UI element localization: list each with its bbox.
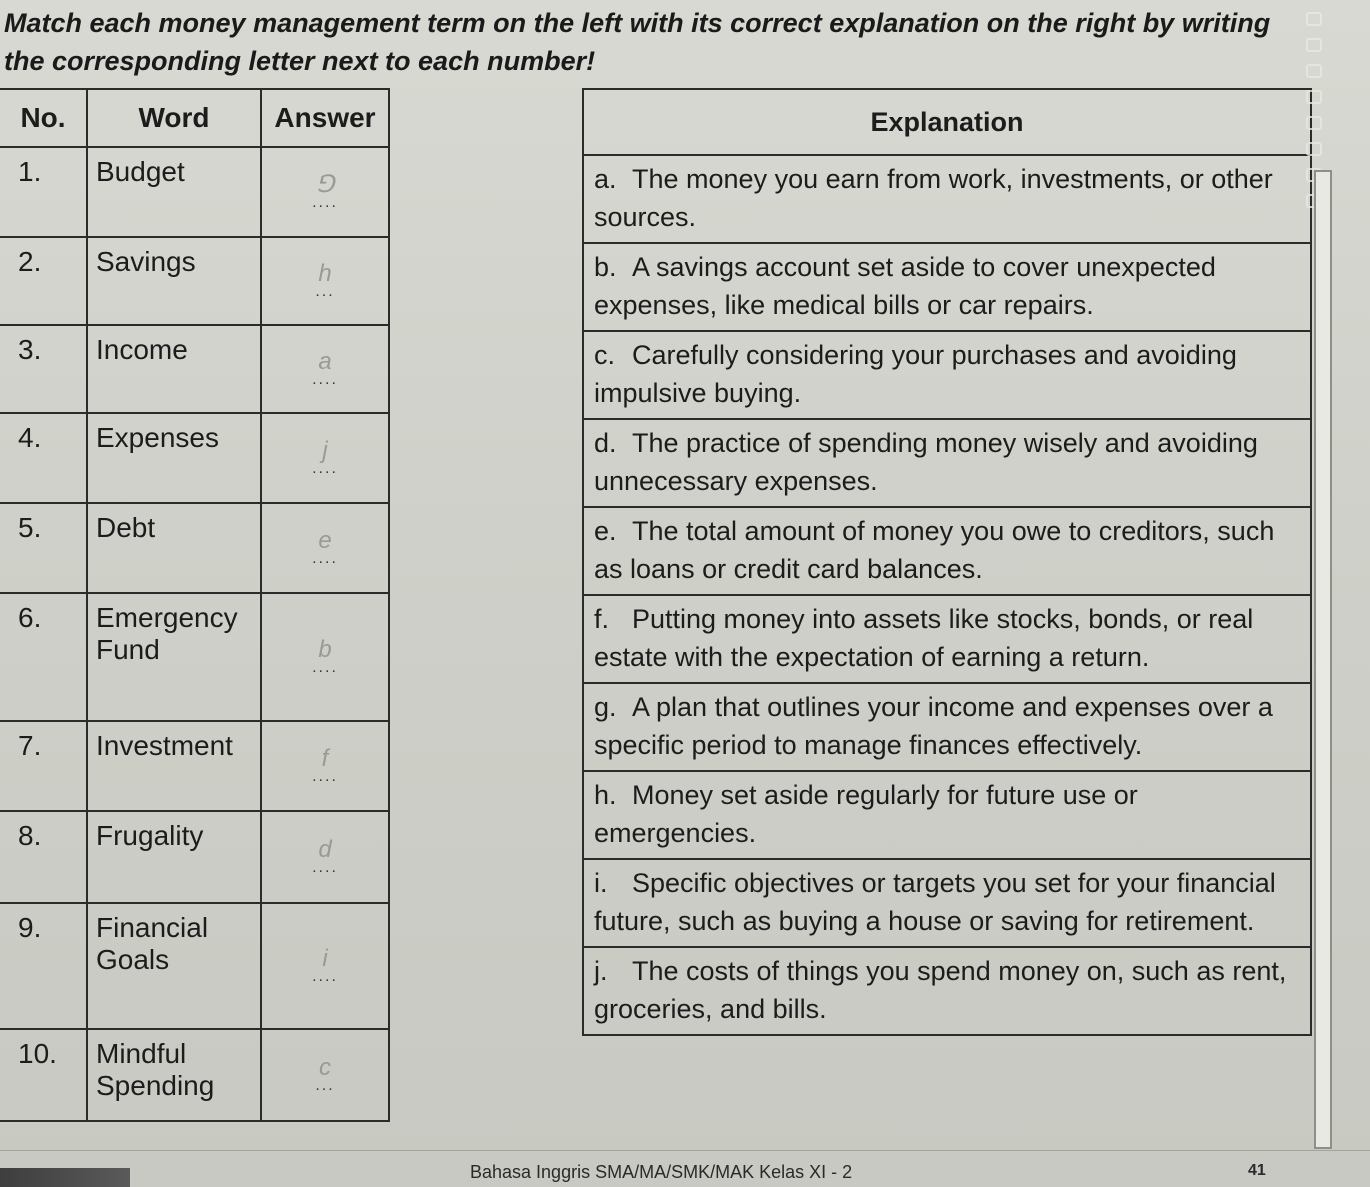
explanation-table-header bbox=[583, 89, 1311, 155]
table-row bbox=[0, 721, 389, 811]
answer-blank: .... bbox=[312, 550, 338, 567]
explanation-cell bbox=[583, 595, 1311, 683]
answer-blank: .... bbox=[312, 371, 338, 388]
table-row bbox=[0, 325, 389, 413]
explanation-text: Money set aside regularly for future use or emergencies. bbox=[594, 780, 1138, 848]
instruction-text: Match each money management term on the left with its correct explanation on the right by writing the corresponding letter next to each number! bbox=[4, 8, 1271, 76]
explanation-letter: e. bbox=[594, 516, 617, 546]
handwritten-answer: f bbox=[321, 745, 329, 772]
handwritten-answer: i bbox=[322, 945, 328, 972]
explanation-cell bbox=[583, 155, 1311, 243]
list-item bbox=[583, 947, 1311, 1035]
table-row bbox=[0, 903, 389, 1029]
handwritten-answer: a bbox=[318, 348, 332, 375]
explanation-text: The money you earn from work, investments, or other sources. bbox=[594, 164, 1273, 232]
explanation-text: The total amount of money you owe to creditors, such as loans or credit card balances. bbox=[594, 516, 1275, 584]
answer-cell[interactable] bbox=[261, 503, 389, 593]
row-word: Investment bbox=[87, 721, 261, 811]
row-word: Savings bbox=[87, 237, 261, 325]
row-word: Debt bbox=[87, 503, 261, 593]
row-word: Emergency Fund bbox=[87, 593, 261, 721]
answer-cell[interactable] bbox=[261, 237, 389, 325]
explanation-letter: b. bbox=[594, 252, 617, 282]
footer-rule bbox=[0, 1150, 1370, 1151]
table-row bbox=[0, 237, 389, 325]
explanation-cell bbox=[583, 243, 1311, 331]
explanation-text: Carefully considering your purchases and avoiding impulsive buying. bbox=[594, 340, 1237, 408]
answer-cell[interactable] bbox=[261, 325, 389, 413]
explanation-text: Putting money into assets like stocks, bonds, or real estate with the expectation of earning a return. bbox=[594, 604, 1254, 672]
answer-blank: .... bbox=[312, 194, 338, 211]
list-item bbox=[583, 683, 1311, 771]
explanation-text: The costs of things you spend money on, such as rent, groceries, and bills. bbox=[594, 956, 1287, 1024]
row-word: Mindful Spending bbox=[87, 1029, 261, 1121]
answer-cell[interactable] bbox=[261, 721, 389, 811]
explanation-cell bbox=[583, 947, 1311, 1035]
page-margin-bar bbox=[1314, 170, 1332, 1149]
row-number: 7. bbox=[0, 721, 87, 811]
row-word: Frugality bbox=[87, 811, 261, 903]
row-word: Expenses bbox=[87, 413, 261, 503]
answer-cell[interactable] bbox=[261, 1029, 389, 1121]
row-word: Financial Goals bbox=[87, 903, 261, 1029]
handwritten-answer: h bbox=[318, 260, 332, 287]
row-number: 1. bbox=[0, 147, 87, 237]
explanation-cell bbox=[583, 331, 1311, 419]
row-number: 8. bbox=[0, 811, 87, 903]
explanation-letter: h. bbox=[594, 780, 617, 810]
list-item bbox=[583, 771, 1311, 859]
explanation-letter: d. bbox=[594, 428, 617, 458]
row-number: 5. bbox=[0, 503, 87, 593]
handwritten-answer: c bbox=[319, 1054, 331, 1081]
answer-blank: .... bbox=[312, 460, 338, 477]
table-row bbox=[0, 1029, 389, 1121]
page-number: 41 bbox=[1248, 1162, 1266, 1179]
row-number: 4. bbox=[0, 413, 87, 503]
header-no: No. bbox=[0, 89, 87, 147]
answer-blank: ... bbox=[315, 1077, 335, 1094]
row-word: Income bbox=[87, 325, 261, 413]
explanation-cell bbox=[583, 507, 1311, 595]
row-number: 6. bbox=[0, 593, 87, 721]
explanation-cell bbox=[583, 859, 1311, 947]
answer-blank: .... bbox=[312, 659, 338, 676]
row-number: 9. bbox=[0, 903, 87, 1029]
answer-cell[interactable] bbox=[261, 413, 389, 503]
binding-holes bbox=[1296, 0, 1332, 170]
answer-blank: .... bbox=[312, 768, 338, 785]
page-shadow bbox=[0, 1168, 130, 1187]
table-row bbox=[0, 811, 389, 903]
explanation-letter: i. bbox=[594, 868, 608, 898]
explanation-cell bbox=[583, 419, 1311, 507]
explanation-cell bbox=[583, 771, 1311, 859]
explanation-cell bbox=[583, 683, 1311, 771]
answer-blank: ... bbox=[315, 283, 335, 300]
explanation-text: The practice of spending money wisely and avoiding unnecessary expenses. bbox=[594, 428, 1258, 496]
header-explanation: Explanation bbox=[583, 89, 1311, 155]
word-table-header bbox=[0, 89, 389, 147]
list-item bbox=[583, 507, 1311, 595]
row-number: 10. bbox=[0, 1029, 87, 1121]
list-item bbox=[583, 243, 1311, 331]
row-number: 3. bbox=[0, 325, 87, 413]
answer-cell[interactable] bbox=[261, 811, 389, 903]
list-item bbox=[583, 595, 1311, 683]
table-row bbox=[0, 503, 389, 593]
handwritten-answer: b bbox=[318, 636, 332, 663]
list-item bbox=[583, 419, 1311, 507]
explanation-letter: f. bbox=[594, 604, 610, 634]
answer-blank: .... bbox=[312, 859, 338, 876]
handwritten-answer: d bbox=[318, 836, 332, 863]
answer-cell[interactable] bbox=[261, 903, 389, 1029]
list-item bbox=[583, 331, 1311, 419]
answer-cell[interactable] bbox=[261, 147, 389, 237]
header-answer: Answer bbox=[261, 89, 389, 147]
explanation-text: A plan that outlines your income and expenses over a specific period to manage finances effectively. bbox=[594, 692, 1273, 760]
row-number: 2. bbox=[0, 237, 87, 325]
handwritten-answer: e bbox=[318, 527, 332, 554]
explanation-letter: g. bbox=[594, 692, 617, 722]
handwritten-answer: ⅁ bbox=[315, 171, 335, 198]
explanation-letter: j. bbox=[594, 956, 608, 986]
explanation-table bbox=[582, 88, 1312, 1036]
footer-text: Bahasa Inggris SMA/MA/SMK/MAK Kelas XI - 2 bbox=[470, 1162, 853, 1182]
header-word: Word bbox=[87, 89, 261, 147]
table-row bbox=[0, 147, 389, 237]
answer-cell[interactable] bbox=[261, 593, 389, 721]
explanation-letter: c. bbox=[594, 340, 616, 370]
explanation-letter: a. bbox=[594, 164, 617, 194]
handwritten-answer: j bbox=[322, 437, 328, 464]
list-item bbox=[583, 155, 1311, 243]
explanation-text: A savings account set aside to cover unexpected expenses, like medical bills or car repairs. bbox=[594, 252, 1216, 320]
answer-blank: .... bbox=[312, 968, 338, 985]
table-row bbox=[0, 413, 389, 503]
explanation-text: Specific objectives or targets you set for your financial future, such as buying a house or saving for retirement. bbox=[594, 868, 1276, 936]
list-item bbox=[583, 859, 1311, 947]
table-row bbox=[0, 593, 389, 721]
row-word: Budget bbox=[87, 147, 261, 237]
word-table bbox=[0, 88, 390, 1122]
